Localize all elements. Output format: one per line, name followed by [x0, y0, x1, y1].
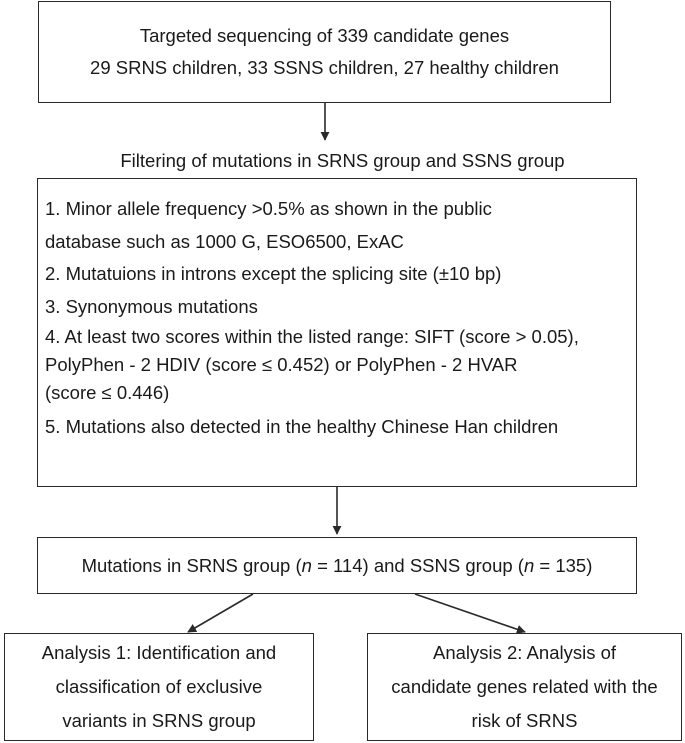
sequencing-box	[38, 1, 611, 103]
filter-item-2: 2. Mutatuions in introns except the splicing site (±10 bp)	[45, 263, 502, 284]
filter-heading: Filtering of mutations in SRNS group and SSNS group	[120, 150, 565, 171]
filter-item-1: 1. Minor allele frequency >0.5% as shown in the public	[45, 198, 492, 219]
analysis-1-line2: classification of exclusive	[55, 676, 263, 697]
sequencing-cohorts: 29 SRNS children, 33 SSNS children, 27 healthy children	[90, 57, 559, 78]
filter-item-1-cont: database such as 1000 G, ESO6500, ExAC	[45, 230, 404, 252]
arrow-mutations-to-analysis2	[415, 594, 525, 632]
filter-item-5: 5. Mutations also detected in the healthy Chinese Han children	[45, 416, 559, 437]
analysis-1-line1: Analysis 1: Identification and	[41, 642, 277, 663]
filter-item-3: 3. Synonymous mutations	[45, 295, 258, 317]
analysis-1-line3: variants in SRNS group	[62, 710, 256, 731]
n-symbol-srns: n	[301, 554, 312, 576]
filter-criteria-box	[37, 178, 637, 487]
mutations-prefix: Mutations in SRNS group (	[81, 554, 302, 576]
analysis-2-box	[367, 633, 682, 741]
mutations-middle: ) and SSNS group (	[362, 554, 524, 576]
ssns-count: = 135	[534, 554, 587, 576]
filter-item-4-cont2: (score ≤ 0.446)	[45, 382, 170, 403]
mutations-suffix: )	[586, 554, 593, 576]
sequencing-title: Targeted sequencing of 339 candidate genes	[139, 25, 510, 46]
mutations-summary	[82, 550, 593, 582]
filter-item-4: 4. At least two scores within the listed range: SIFT (score > 0.05),	[45, 326, 579, 347]
analysis-1-box	[4, 633, 314, 741]
srns-count: = 114	[311, 554, 363, 576]
mutations-box	[37, 537, 637, 594]
filter-item-4-cont: PolyPhen - 2 HDIV (score ≤ 0.452) or PolyPhen - 2 HVAR	[45, 354, 518, 375]
analysis-2-line2: candidate genes related with the	[391, 676, 658, 697]
analysis-2-line3: risk of SRNS	[471, 710, 578, 731]
arrow-mutations-to-analysis1	[188, 594, 253, 632]
analysis-2-line1: Analysis 2: Analysis of	[432, 642, 617, 663]
n-symbol-ssns: n	[523, 554, 535, 576]
